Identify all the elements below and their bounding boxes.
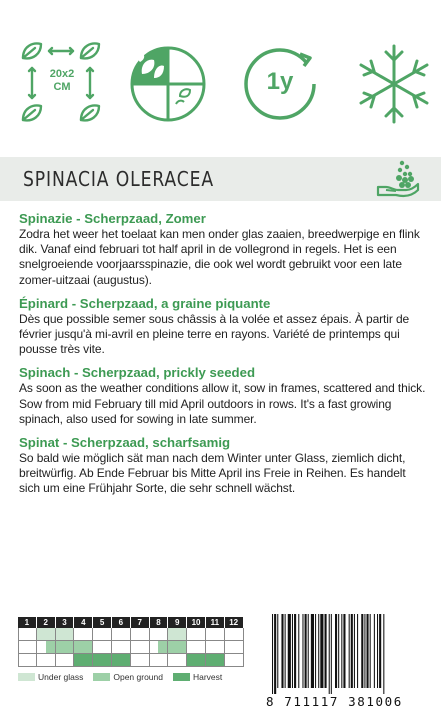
barcode-number: 8 711117 381006: [266, 694, 403, 709]
legend-swatch: [93, 673, 110, 681]
calendar-half-month: [168, 654, 177, 666]
section-text: As soon as the weather conditions allow it, sow in frames, scattered and thick. Sow from mid February till mid April outdoors in rows. It's a fast growing spinach, also used for sowing in late summer.: [19, 381, 426, 426]
latin-name: SPINACIA OLERACEA: [23, 167, 214, 191]
calendar-cell: [37, 654, 56, 667]
legend-swatch: [18, 673, 35, 681]
barcode-bar: [272, 614, 273, 694]
calendar-row-under-glass: [18, 628, 244, 641]
calendar-half-month: [196, 654, 205, 666]
calendar-half-month: [112, 641, 121, 653]
barcode-bar: [341, 614, 342, 688]
calendar-half-month: [140, 654, 149, 666]
calendar-half-month: [177, 641, 186, 653]
barcode-bar: [349, 614, 350, 688]
section-text: Dès que possible semer sous châssis à la volée et assez épais. À partir de février jusqu'à mi-avril en pleine terre en rayons. Variété de printemps qui pousse très vite.: [19, 311, 410, 357]
calendar-cell: [168, 628, 187, 641]
calendar-half-month: [140, 641, 149, 653]
legend-label: Under glass: [38, 672, 84, 682]
legend-label: Harvest: [192, 672, 223, 682]
calendar-half-month: [74, 654, 83, 666]
calendar-cell: [112, 628, 131, 641]
barcode-bar: [364, 614, 365, 688]
calendar-half-month: [168, 641, 177, 653]
calendar-cell: [168, 641, 187, 654]
calendar-month-5: 5: [93, 617, 112, 628]
section-dutch: [19, 210, 427, 288]
barcode-bar: [370, 614, 371, 688]
calendar-cell: [37, 641, 56, 654]
legend-item-under-glass: [18, 672, 83, 682]
calendar-half-month: [140, 628, 149, 640]
calendar-half-month: [150, 641, 159, 653]
calendar-half-month: [196, 641, 205, 653]
calendar-half-month: [19, 641, 27, 653]
calendar-cell: [74, 654, 93, 667]
calendar-cell: [56, 641, 75, 654]
calendar-half-month: [158, 641, 167, 653]
calendar-half-month: [37, 641, 46, 653]
barcode-bar: [329, 614, 330, 694]
calendar-cell: [206, 641, 225, 654]
calendar-half-month: [64, 628, 73, 640]
calendar-month-11: 11: [206, 617, 225, 628]
calendar-half-month: [102, 628, 111, 640]
calendar-cell: [206, 628, 225, 641]
calendar-month-9: 9: [168, 617, 187, 628]
barcode-bar: [351, 614, 353, 688]
calendar-legend: [18, 672, 222, 682]
barcode-bar: [302, 614, 303, 688]
calendar-half-month: [74, 641, 83, 653]
calendar-half-month: [168, 628, 177, 640]
barcode-bar: [285, 614, 286, 688]
barcode-bar: [325, 614, 327, 688]
calendar-cell: [93, 628, 112, 641]
calendar-half-month: [83, 628, 92, 640]
barcode-bar: [288, 614, 291, 688]
calendar-half-month: [177, 628, 186, 640]
barcode-bar: [294, 614, 296, 688]
calendar-cell: [150, 654, 169, 667]
barcode-bar: [343, 614, 345, 688]
calendar-rows: [18, 628, 244, 667]
calendar-cell: [187, 628, 206, 641]
calendar-half-month: [56, 654, 65, 666]
calendar-cell: [112, 641, 131, 654]
barcode-bar: [374, 614, 375, 688]
calendar-half-month: [102, 641, 111, 653]
calendar-cell: [93, 641, 112, 654]
leaf-spacing-icon: [19, 40, 103, 124]
barcode-bar: [338, 614, 339, 688]
barcode-bar: [357, 614, 358, 688]
barcode-bar: [277, 614, 278, 688]
calendar-half-month: [234, 654, 243, 666]
calendar-month-2: 2: [37, 617, 56, 628]
calendar-cell: [131, 654, 150, 667]
calendar-half-month: [234, 641, 243, 653]
legend-item-harvest: [173, 672, 222, 682]
calendar-cell: [112, 654, 131, 667]
calendar-month-7: 7: [131, 617, 150, 628]
calendar-cell: [56, 628, 75, 641]
barcode-bar: [281, 614, 283, 688]
calendar-cell: [56, 654, 75, 667]
barcode-bar: [308, 614, 309, 688]
barcode-bar: [354, 614, 355, 688]
calendar-cell: [18, 628, 37, 641]
calendar-month-6: 6: [112, 617, 131, 628]
sowing-calendar: [18, 617, 244, 667]
calendar-cell: [187, 654, 206, 667]
legend-item-open-ground: [93, 672, 163, 682]
barcode-bar: [318, 614, 319, 688]
calendar-half-month: [215, 641, 224, 653]
calendar-half-month: [19, 628, 27, 640]
calendar-month-10: 10: [187, 617, 206, 628]
calendar-month-4: 4: [74, 617, 93, 628]
section-english: [19, 364, 427, 427]
calendar-half-month: [56, 628, 65, 640]
calendar-month-1: 1: [18, 617, 37, 628]
calendar-cell: [150, 628, 169, 641]
section-german: [19, 434, 427, 497]
calendar-half-month: [46, 654, 55, 666]
barcode-bar: [361, 614, 363, 688]
calendar-cell: [37, 628, 56, 641]
cycle-label: 1y: [266, 68, 294, 95]
calendar-half-month: [196, 628, 205, 640]
section-title: Spinach - Scherpzaad, prickly seeded: [19, 365, 255, 381]
calendar-row-harvest: [18, 654, 244, 667]
calendar-half-month: [158, 628, 167, 640]
calendar-cell: [131, 641, 150, 654]
barcode-bar: [383, 614, 384, 694]
calendar-row-open-ground: [18, 641, 244, 654]
section-title: Spinazie - Scherpzaad, Zomer: [19, 211, 206, 226]
barcode-bars: [266, 612, 426, 694]
calendar-cell: [225, 654, 244, 667]
calendar-half-month: [74, 628, 83, 640]
calendar-half-month: [102, 654, 111, 666]
calendar-half-month: [93, 654, 102, 666]
calendar-half-month: [83, 654, 92, 666]
calendar-half-month: [187, 654, 196, 666]
calendar-half-month: [37, 654, 46, 666]
calendar-half-month: [93, 628, 102, 640]
calendar-half-month: [131, 641, 140, 653]
calendar-half-month: [215, 654, 224, 666]
season-pie-icon: [128, 44, 208, 124]
calendar-half-month: [225, 628, 234, 640]
barcode-bar: [377, 614, 378, 688]
barcode-bar: [331, 614, 332, 694]
barcode-bar: [379, 614, 381, 688]
legend-label: Open ground: [113, 672, 163, 682]
calendar-half-month: [206, 654, 215, 666]
calendar-half-month: [234, 628, 243, 640]
barcode-bar: [292, 614, 293, 688]
barcode-bar: [305, 614, 307, 688]
calendar-half-month: [121, 628, 130, 640]
species-band: [0, 157, 441, 201]
calendar-half-month: [131, 628, 140, 640]
calendar-half-month: [187, 628, 196, 640]
calendar-half-month: [177, 654, 186, 666]
calendar-cell: [225, 641, 244, 654]
calendar-half-month: [150, 628, 159, 640]
barcode: [266, 612, 426, 709]
barcode-bar: [315, 614, 316, 688]
description-sections: [19, 210, 427, 504]
calendar-half-month: [121, 641, 130, 653]
calendar-half-month: [19, 654, 27, 666]
calendar-half-month: [215, 628, 224, 640]
spacing-label-bottom: CM: [53, 81, 71, 93]
calendar-half-month: [112, 628, 121, 640]
calendar-half-month: [46, 641, 55, 653]
annual-cycle-icon: [240, 44, 320, 124]
calendar-half-month: [187, 641, 196, 653]
calendar-half-month: [131, 654, 140, 666]
calendar-cell: [206, 654, 225, 667]
calendar-half-month: [225, 654, 234, 666]
calendar-cell: [131, 628, 150, 641]
hand-seeds-icon: [372, 157, 420, 206]
calendar-cell: [18, 654, 37, 667]
legend-swatch: [173, 673, 190, 681]
calendar-month-header: [18, 617, 244, 628]
section-french: [19, 295, 427, 358]
barcode-bar: [367, 614, 369, 688]
calendar-half-month: [27, 641, 35, 653]
calendar-half-month: [37, 628, 46, 640]
barcode-bar: [335, 614, 337, 688]
barcode-bar: [320, 614, 323, 688]
calendar-cell: [93, 654, 112, 667]
calendar-half-month: [112, 654, 121, 666]
calendar-cell: [74, 628, 93, 641]
calendar-half-month: [158, 654, 167, 666]
section-title: Spinat - Scherpzaad, scharfsamig: [19, 435, 231, 451]
calendar-half-month: [206, 641, 215, 653]
section-text: Zodra het weer het toelaat kan men onder glas zaaien, breedwerpige en flink dik. Vanaf eind februari tot half april in de vollegrond in regels. Het is een snelgroeiende voorjaarsspinazie, die ook wel wordt gebruikt voor een late zomer-uitzaai (augustus).: [19, 227, 420, 287]
calendar-half-month: [64, 654, 73, 666]
calendar-half-month: [83, 641, 92, 653]
calendar-cell: [150, 641, 169, 654]
calendar-month-8: 8: [150, 617, 169, 628]
calendar-cell: [168, 654, 187, 667]
calendar-half-month: [150, 654, 159, 666]
calendar-half-month: [27, 654, 35, 666]
calendar-half-month: [56, 641, 65, 653]
barcode-bar: [298, 614, 299, 688]
calendar-half-month: [206, 628, 215, 640]
calendar-cell: [225, 628, 244, 641]
calendar-month-3: 3: [56, 617, 75, 628]
calendar-cell: [18, 641, 37, 654]
barcode-bar: [311, 614, 314, 688]
calendar-half-month: [46, 628, 55, 640]
barcode-bar: [274, 614, 276, 694]
calendar-cell: [74, 641, 93, 654]
snowflake-icon: [352, 42, 436, 126]
icon-row: [0, 40, 441, 132]
calendar-half-month: [93, 641, 102, 653]
spacing-label-top: 20x2: [49, 68, 75, 80]
section-title: Épinard - Scherpzaad, a graine piquante: [19, 295, 271, 311]
calendar-half-month: [27, 628, 35, 640]
calendar-half-month: [225, 641, 234, 653]
section-text: So bald wie möglich sät man nach dem Winter unter Glass, ziemlich dicht, breitwürfig. Ab Ende Februar bis Mitte April ins Freie in Reihen. Es handelt sich um eine Frühjahr Sorte, die sehr schnell wächst.: [19, 451, 406, 496]
calendar-half-month: [121, 654, 130, 666]
calendar-cell: [187, 641, 206, 654]
calendar-half-month: [64, 641, 73, 653]
calendar-month-12: 12: [225, 617, 244, 628]
